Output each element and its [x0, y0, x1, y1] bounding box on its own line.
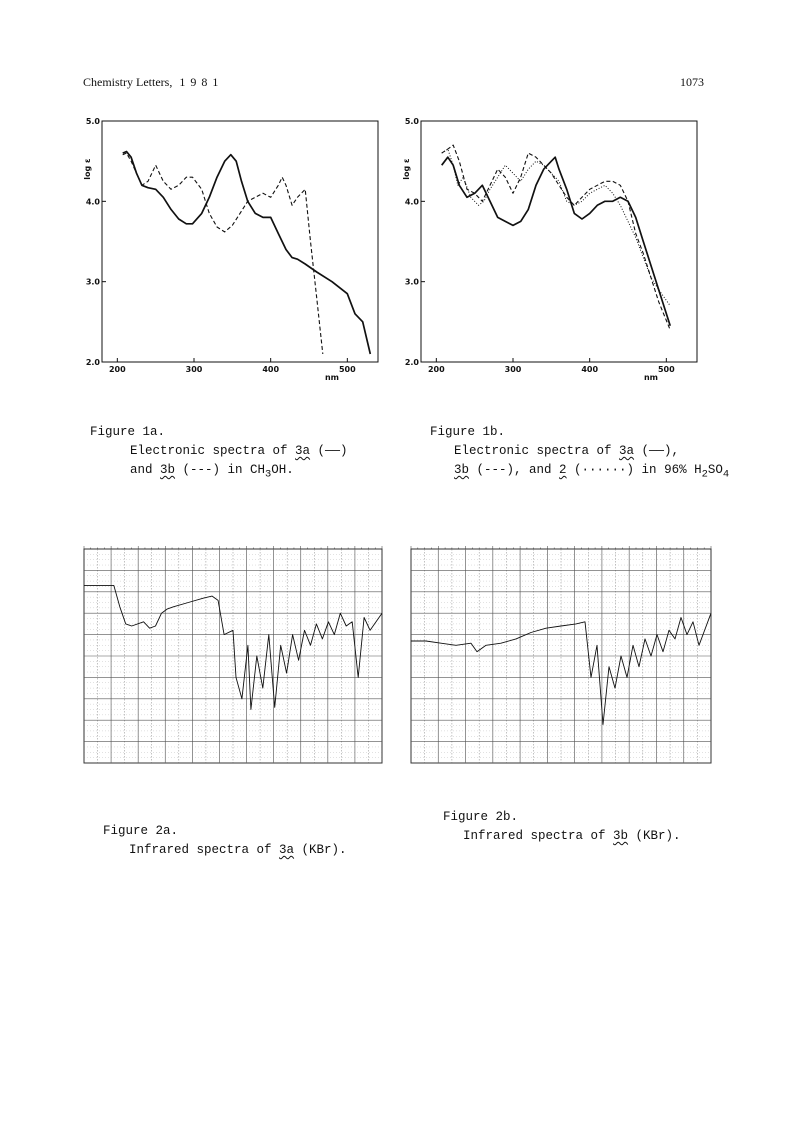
caption-text: (——)	[310, 444, 348, 458]
series-line-dashed	[442, 145, 671, 330]
y-tick-label: 4.0	[85, 197, 100, 207]
subscript: 4	[722, 468, 730, 481]
figure-2b-caption	[443, 789, 681, 846]
figure-label: Figure 2b.	[443, 810, 519, 824]
x-axis-label: nm	[643, 373, 659, 382]
caption-text: (KBr).	[628, 829, 681, 843]
figure-2a-caption	[103, 803, 347, 860]
figure-1b-uv-spectrum	[399, 118, 699, 383]
series-line-dashed	[123, 153, 323, 354]
caption-text: Electronic spectra of	[130, 444, 296, 458]
x-tick-label: 500	[338, 365, 356, 374]
running-head	[83, 75, 219, 90]
y-tick-label: 5.0	[85, 118, 100, 126]
compound-ref: 3b	[454, 463, 470, 477]
figure-1a-caption	[90, 404, 348, 485]
compound-ref: 3a	[295, 444, 311, 458]
series-line-solid	[123, 152, 371, 355]
y-axis-label: log ε	[83, 158, 92, 180]
y-tick-label: 3.0	[85, 277, 100, 287]
plot-frame	[102, 121, 378, 362]
caption-text: and	[130, 463, 161, 477]
page-number: 1073	[680, 75, 704, 89]
caption-text: (---) in CH	[175, 463, 266, 477]
y-tick-label: 5.0	[404, 118, 419, 126]
compound-ref: 3a	[619, 444, 635, 458]
x-tick-label: 300	[504, 365, 522, 374]
x-axis-label: nm	[324, 373, 340, 382]
y-tick-label: 3.0	[404, 277, 419, 287]
plot-frame	[421, 121, 697, 362]
series-line-dotted	[442, 149, 671, 306]
figure-2b-ir-spectrum	[403, 537, 715, 773]
compound-ref: 3b	[613, 829, 629, 843]
caption-text: OH.	[271, 463, 294, 477]
compound-ref: 2	[559, 463, 567, 477]
figure-label: Figure 1a.	[90, 425, 166, 439]
figure-1b-caption	[430, 404, 729, 485]
y-tick-label: 4.0	[404, 197, 419, 207]
caption-text: (---), and	[469, 463, 560, 477]
journal-name: Chemistry Letters,	[83, 75, 173, 89]
caption-text: (······) in 96% H	[566, 463, 702, 477]
figure-1a-uv-spectrum	[80, 118, 380, 383]
x-tick-label: 400	[581, 365, 599, 374]
subscript: 3	[265, 468, 272, 481]
figure-2a-ir-spectrum	[76, 537, 386, 773]
y-tick-label: 2.0	[85, 358, 100, 367]
x-tick-label: 200	[108, 365, 126, 374]
x-tick-label: 500	[657, 365, 675, 374]
caption-text: SO	[707, 463, 723, 477]
x-tick-label: 200	[427, 365, 445, 374]
caption-text: Infrared spectra of	[463, 829, 614, 843]
caption-text: (KBr).	[294, 843, 347, 857]
x-tick-label: 400	[262, 365, 280, 374]
figure-label: Figure 1b.	[430, 425, 506, 439]
journal-year: 1 9 8 1	[179, 75, 220, 89]
caption-text: Electronic spectra of	[454, 444, 620, 458]
compound-ref: 3b	[160, 463, 176, 477]
caption-text: Infrared spectra of	[129, 843, 280, 857]
series-line-solid	[442, 157, 671, 326]
figure-label: Figure 2a.	[103, 824, 179, 838]
ir-trace	[411, 613, 711, 724]
y-axis-label: log ε	[402, 158, 411, 180]
y-tick-label: 2.0	[404, 358, 419, 367]
compound-ref: 3a	[279, 843, 295, 857]
x-tick-label: 300	[185, 365, 203, 374]
caption-text: (——),	[634, 444, 680, 458]
subscript: 2	[701, 468, 708, 481]
